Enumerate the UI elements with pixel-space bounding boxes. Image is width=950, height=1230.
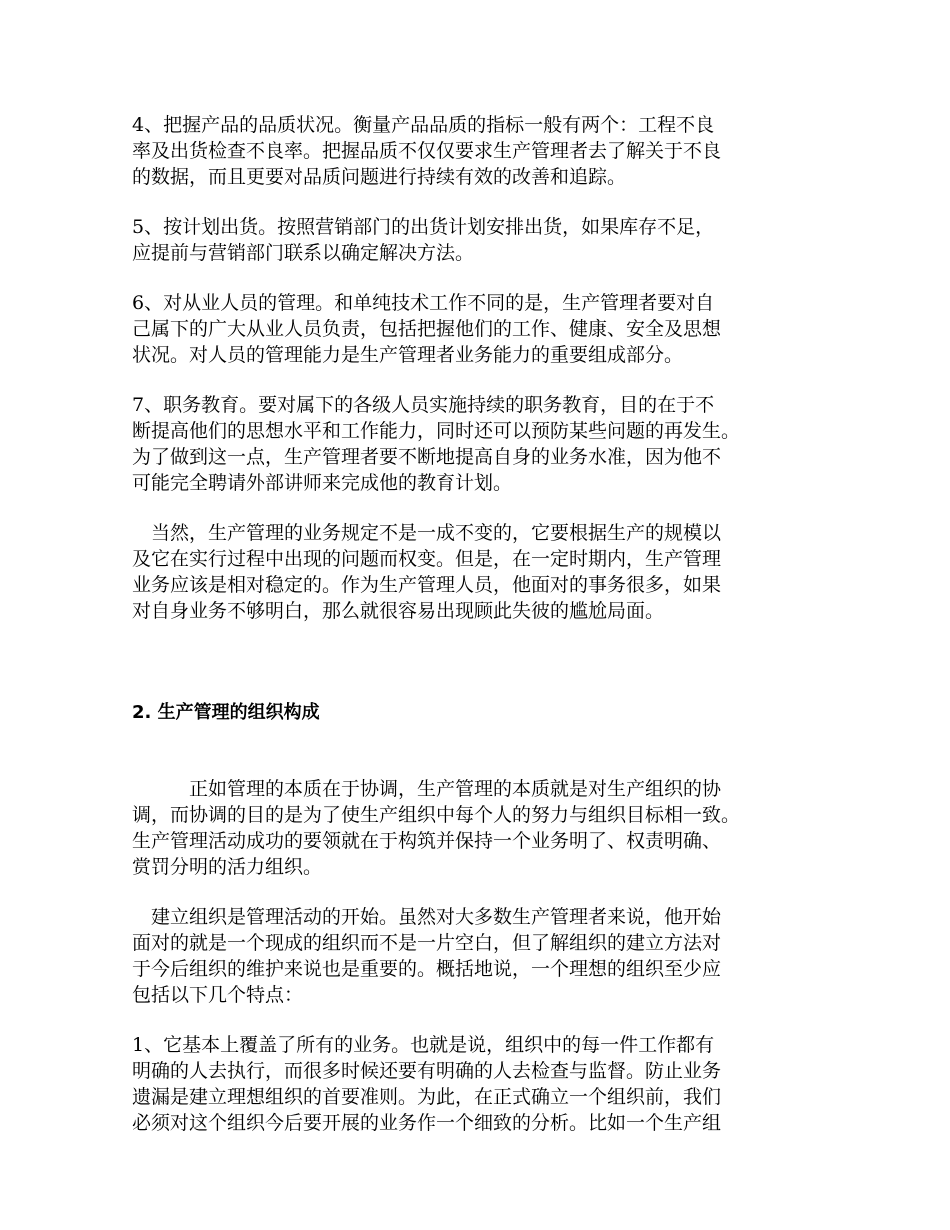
text-line: 可能完全聘请外部讲师来完成他的教育计划。 bbox=[132, 472, 513, 494]
text-line: 状况。对人员的管理能力是生产管理者业务能力的重要组成部分。 bbox=[132, 344, 684, 366]
text-line: 遗漏是建立理想组织的首要准则。为此，在正式确立一个组织前，我们 bbox=[132, 1086, 722, 1108]
paragraph-spacer bbox=[132, 368, 822, 392]
text-line: 及它在实行过程中出现的问题而权变。但是，在一定时期内，生产管理 bbox=[132, 548, 722, 570]
text-line: 为了做到这一点，生产管理者要不断地提高自身的业务水准，因为他不 bbox=[132, 446, 722, 468]
text-line: 包括以下几个特点： bbox=[132, 984, 304, 1006]
paragraph-spacer bbox=[132, 1008, 822, 1032]
paragraph-feature-1 bbox=[132, 1032, 822, 1136]
paragraph-build bbox=[132, 904, 822, 1008]
paragraph-item-6 bbox=[132, 290, 822, 368]
text-line: 1、它基本上覆盖了所有的业务。也就是说，组织中的每一件工作都有 bbox=[132, 1034, 715, 1056]
paragraph-spacer bbox=[132, 266, 822, 290]
text-line: 7、职务教育。要对属下的各级人员实施持续的职务教育，目的在于不 bbox=[132, 394, 715, 416]
text-line: 6、对从业人员的管理。和单纯技术工作不同的是，生产管理者要对自 bbox=[132, 292, 715, 314]
text-line: 对自身业务不够明白，那么就很容易出现顾此失彼的尴尬局面。 bbox=[132, 600, 665, 622]
text-line: 必须对这个组织今后要开展的业务作一个细致的分析。比如一个生产组 bbox=[132, 1112, 722, 1134]
section-spacer bbox=[132, 624, 822, 700]
text-line: 的数据，而且更要对品质问题进行持续有效的改善和追踪。 bbox=[132, 166, 627, 188]
text-line: 建立组织是管理活动的开始。虽然对大多数生产管理者来说，他开始 bbox=[132, 906, 722, 928]
section-heading: 2. 生产管理的组织构成 bbox=[132, 702, 320, 723]
text-line: 调，而协调的目的是为了使生产组织中每个人的努力与组织目标相一致。 bbox=[132, 804, 741, 826]
text-line: 应提前与营销部门联系以确定解决方法。 bbox=[132, 242, 475, 264]
section-spacer bbox=[132, 726, 822, 776]
text-line: 率及出货检查不良率。把握品质不仅仅要求生产管理者去了解关于不良 bbox=[132, 140, 722, 162]
paragraph-summary bbox=[132, 520, 822, 624]
text-line: 正如管理的本质在于协调，生产管理的本质就是对生产组织的协 bbox=[132, 778, 722, 800]
text-line: 于今后组织的维护来说也是重要的。概括地说，一个理想的组织至少应 bbox=[132, 958, 722, 980]
document-page bbox=[132, 112, 822, 1136]
paragraph-intro bbox=[132, 776, 822, 880]
paragraph-item-5 bbox=[132, 214, 822, 266]
text-line: 5、按计划出货。按照营销部门的出货计划安排出货，如果库存不足， bbox=[132, 216, 715, 238]
text-line: 赏罚分明的活力组织。 bbox=[132, 856, 323, 878]
paragraph-spacer bbox=[132, 880, 822, 904]
text-line: 明确的人去执行，而很多时候还要有明确的人去检查与监督。防止业务 bbox=[132, 1060, 722, 1082]
text-line: 4、把握产品的品质状况。衡量产品品质的指标一般有两个：工程不良 bbox=[132, 114, 715, 136]
text-line: 面对的就是一个现成的组织而不是一片空白，但了解组织的建立方法对 bbox=[132, 932, 722, 954]
text-line: 当然，生产管理的业务规定不是一成不变的，它要根据生产的规模以 bbox=[132, 522, 722, 544]
text-line: 生产管理活动成功的要领就在于构筑并保持一个业务明了、权责明确、 bbox=[132, 830, 722, 852]
text-line: 业务应该是相对稳定的。作为生产管理人员，他面对的事务很多，如果 bbox=[132, 574, 722, 596]
paragraph-spacer bbox=[132, 190, 822, 214]
text-line: 断提高他们的思想水平和工作能力，同时还可以预防某些问题的再发生。 bbox=[132, 420, 741, 442]
paragraph-spacer bbox=[132, 496, 822, 520]
paragraph-item-7 bbox=[132, 392, 822, 496]
text-line: 己属下的广大从业人员负责，包括把握他们的工作、健康、安全及思想 bbox=[132, 318, 722, 340]
paragraph-item-4 bbox=[132, 112, 822, 190]
